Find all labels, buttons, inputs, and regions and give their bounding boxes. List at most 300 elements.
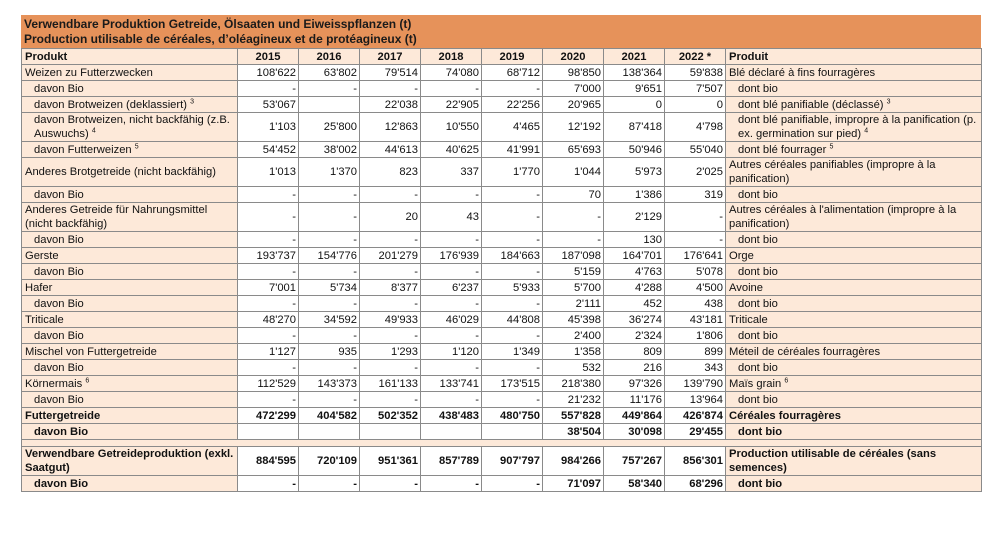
- value-cell: -: [238, 360, 299, 376]
- table-row: [22, 280, 982, 296]
- value-cell: -: [299, 360, 360, 376]
- row-label-fr-text: Blé déclaré à fins fourragères: [729, 66, 876, 79]
- value-cell: 139'790: [665, 376, 726, 392]
- row-label-de: [22, 232, 238, 248]
- header-year: 2016: [299, 49, 360, 65]
- value-cell: 557'828: [543, 408, 604, 424]
- value-cell: 480'750: [482, 408, 543, 424]
- value-cell: -: [421, 360, 482, 376]
- value-cell: 1'044: [543, 158, 604, 187]
- header-year: 2018: [421, 49, 482, 65]
- value-cell: 1'013: [238, 158, 299, 187]
- row-label-fr: [726, 280, 982, 296]
- row-label-de-text: davon Brotweizen, nicht backfähig (z.B. Auswuchs): [34, 114, 230, 140]
- value-cell: 43: [421, 203, 482, 232]
- table-row: [22, 203, 982, 232]
- table-title-bar: [21, 15, 981, 48]
- row-label-de: [22, 296, 238, 312]
- row-label-de: [22, 97, 238, 113]
- value-cell: 55'040: [665, 142, 726, 158]
- row-label-de: [22, 344, 238, 360]
- value-cell: 1'770: [482, 158, 543, 187]
- value-cell: 30'098: [604, 424, 665, 440]
- value-cell: -: [360, 328, 421, 344]
- value-cell: [299, 424, 360, 440]
- value-cell: 65'693: [543, 142, 604, 158]
- value-cell: 438: [665, 296, 726, 312]
- table-row: [22, 264, 982, 280]
- value-cell: 5'700: [543, 280, 604, 296]
- table-row: [22, 476, 982, 492]
- value-cell: 38'002: [299, 142, 360, 158]
- table-row: [22, 113, 982, 142]
- value-cell: 5'933: [482, 280, 543, 296]
- value-cell: 22'256: [482, 97, 543, 113]
- value-cell: 54'452: [238, 142, 299, 158]
- value-cell: 899: [665, 344, 726, 360]
- value-cell: -: [360, 296, 421, 312]
- table-body: [22, 65, 982, 440]
- row-label-de-text: Hafer: [25, 281, 53, 294]
- value-cell: 201'279: [360, 248, 421, 264]
- value-cell: -: [482, 328, 543, 344]
- row-label-de: [22, 158, 238, 187]
- row-label-de-text: davon Bio: [34, 361, 84, 374]
- value-cell: 856'301: [665, 447, 726, 476]
- value-cell: 1'370: [299, 158, 360, 187]
- value-cell: 404'582: [299, 408, 360, 424]
- value-cell: 68'712: [482, 65, 543, 81]
- row-label-de-text: Mischel von Futtergetreide: [25, 345, 157, 358]
- value-cell: 2'324: [604, 328, 665, 344]
- value-cell: -: [360, 360, 421, 376]
- value-cell: -: [299, 392, 360, 408]
- row-label-fr-text: dont bio: [738, 361, 778, 374]
- value-cell: 2'400: [543, 328, 604, 344]
- row-label-fr-text: Maïs grain: [729, 377, 782, 390]
- value-cell: -: [543, 232, 604, 248]
- row-label-de-text: davon Bio: [34, 329, 84, 342]
- value-cell: 48'270: [238, 312, 299, 328]
- value-cell: -: [482, 232, 543, 248]
- row-label-de-text: davon Bio: [34, 265, 84, 278]
- row-label-fr-text: dont bio: [738, 265, 778, 278]
- value-cell: 2'111: [543, 296, 604, 312]
- row-label-fr-text: dont bio: [738, 329, 778, 342]
- value-cell: 5'734: [299, 280, 360, 296]
- value-cell: -: [238, 296, 299, 312]
- header-year: 2019: [482, 49, 543, 65]
- value-cell: -: [421, 476, 482, 492]
- value-cell: 40'625: [421, 142, 482, 158]
- table-row: [22, 97, 982, 113]
- footnote-marker: 5: [829, 142, 834, 150]
- table-row: [22, 142, 982, 158]
- value-cell: -: [299, 328, 360, 344]
- row-label-fr: [726, 187, 982, 203]
- row-label-de: [22, 312, 238, 328]
- value-cell: -: [360, 81, 421, 97]
- value-cell: 12'192: [543, 113, 604, 142]
- value-cell: -: [482, 296, 543, 312]
- value-cell: 426'874: [665, 408, 726, 424]
- column-header-row: [22, 49, 982, 65]
- value-cell: -: [665, 232, 726, 248]
- value-cell: 5'078: [665, 264, 726, 280]
- table-row: [22, 328, 982, 344]
- value-cell: -: [482, 264, 543, 280]
- table-row: [22, 344, 982, 360]
- value-cell: 12'863: [360, 113, 421, 142]
- title-french: Production utilisable de céréales, d’oléagineux et de protéagineux (t): [24, 32, 417, 46]
- value-cell: 7'507: [665, 81, 726, 97]
- value-cell: 176'641: [665, 248, 726, 264]
- value-cell: -: [238, 392, 299, 408]
- value-cell: -: [665, 203, 726, 232]
- row-label-fr-text: dont bio: [738, 188, 778, 201]
- value-cell: 164'701: [604, 248, 665, 264]
- value-cell: 173'515: [482, 376, 543, 392]
- row-label-de: [22, 81, 238, 97]
- value-cell: 44'613: [360, 142, 421, 158]
- row-label-de: [22, 476, 238, 492]
- value-cell: -: [360, 392, 421, 408]
- value-cell: -: [299, 264, 360, 280]
- value-cell: [238, 424, 299, 440]
- value-cell: -: [299, 81, 360, 97]
- header-year: 2015: [238, 49, 299, 65]
- header-year: 2021: [604, 49, 665, 65]
- value-cell: 45'398: [543, 312, 604, 328]
- value-cell: 143'373: [299, 376, 360, 392]
- value-cell: -: [299, 203, 360, 232]
- value-cell: 46'029: [421, 312, 482, 328]
- footnote-marker: 6: [85, 376, 90, 384]
- row-label-de: [22, 187, 238, 203]
- value-cell: 112'529: [238, 376, 299, 392]
- value-cell: 8'377: [360, 280, 421, 296]
- value-cell: 22'038: [360, 97, 421, 113]
- value-cell: 1'293: [360, 344, 421, 360]
- row-label-de-text: Anderes Getreide für Nahrungsmittel (nicht backfähig): [25, 204, 208, 230]
- row-label-fr: [726, 296, 982, 312]
- value-cell: 29'455: [665, 424, 726, 440]
- value-cell: 58'340: [604, 476, 665, 492]
- value-cell: 161'133: [360, 376, 421, 392]
- value-cell: 176'939: [421, 248, 482, 264]
- table-row: [22, 248, 982, 264]
- table-row: [22, 376, 982, 392]
- value-cell: -: [360, 187, 421, 203]
- header-produkt: Produkt: [22, 49, 238, 65]
- row-label-de-text: Gerste: [25, 249, 59, 262]
- row-label-fr-text: dont blé panifiable (déclassé): [738, 98, 884, 111]
- row-label-de-text: Körnermais: [25, 377, 83, 390]
- row-label-de-text: davon Bio: [34, 188, 84, 201]
- value-cell: 34'592: [299, 312, 360, 328]
- row-label-fr-text: dont blé fourrager: [738, 143, 827, 156]
- value-cell: 50'946: [604, 142, 665, 158]
- spacer-row: [22, 440, 982, 447]
- value-cell: -: [360, 232, 421, 248]
- value-cell: 2'025: [665, 158, 726, 187]
- value-cell: 0: [604, 97, 665, 113]
- row-label-fr: [726, 447, 982, 476]
- header-produit: Produit: [726, 49, 982, 65]
- value-cell: 74'080: [421, 65, 482, 81]
- value-cell: 1'127: [238, 344, 299, 360]
- value-cell: 79'514: [360, 65, 421, 81]
- value-cell: -: [421, 264, 482, 280]
- row-label-fr-text: Autres céréales panifiables (impropre à la panification): [729, 159, 936, 185]
- row-label-fr: [726, 312, 982, 328]
- row-label-de: [22, 408, 238, 424]
- header-year: 2017: [360, 49, 421, 65]
- value-cell: -: [238, 203, 299, 232]
- row-label-fr-text: dont bio: [738, 297, 778, 310]
- value-cell: 7'000: [543, 81, 604, 97]
- row-label-de: [22, 360, 238, 376]
- row-label-de-text: Weizen zu Futterzwecken: [25, 66, 153, 79]
- value-cell: -: [299, 296, 360, 312]
- row-label-de: [22, 280, 238, 296]
- row-label-de: [22, 264, 238, 280]
- value-cell: 38'504: [543, 424, 604, 440]
- value-cell: 720'109: [299, 447, 360, 476]
- value-cell: 857'789: [421, 447, 482, 476]
- value-cell: 13'964: [665, 392, 726, 408]
- row-label-fr-text: Méteil de céréales fourragères: [729, 345, 881, 358]
- value-cell: -: [482, 360, 543, 376]
- value-cell: 438'483: [421, 408, 482, 424]
- row-label-de-text: Verwendbare Getreideproduktion (exkl. Saatgut): [25, 448, 234, 474]
- row-label-fr: [726, 476, 982, 492]
- value-cell: 70: [543, 187, 604, 203]
- value-cell: 41'991: [482, 142, 543, 158]
- row-label-fr: [726, 97, 982, 113]
- row-label-de-text: davon Bio: [34, 393, 84, 406]
- value-cell: 1'349: [482, 344, 543, 360]
- value-cell: 6'237: [421, 280, 482, 296]
- value-cell: 193'737: [238, 248, 299, 264]
- value-cell: -: [482, 187, 543, 203]
- footnote-marker: 3: [190, 97, 194, 105]
- value-cell: -: [543, 203, 604, 232]
- row-label-de: [22, 424, 238, 440]
- row-label-de: [22, 248, 238, 264]
- value-cell: 49'933: [360, 312, 421, 328]
- value-cell: 97'326: [604, 376, 665, 392]
- value-cell: -: [238, 232, 299, 248]
- value-cell: 87'418: [604, 113, 665, 142]
- row-label-fr: [726, 424, 982, 440]
- value-cell: -: [421, 296, 482, 312]
- row-label-fr-text: Orge: [729, 249, 754, 262]
- value-cell: 343: [665, 360, 726, 376]
- value-cell: 53'067: [238, 97, 299, 113]
- row-label-fr: [726, 328, 982, 344]
- value-cell: 472'299: [238, 408, 299, 424]
- value-cell: -: [421, 392, 482, 408]
- footnote-marker: 3: [886, 97, 891, 105]
- value-cell: 1'103: [238, 113, 299, 142]
- table-row: [22, 408, 982, 424]
- value-cell: 884'595: [238, 447, 299, 476]
- row-label-fr: [726, 203, 982, 232]
- value-cell: -: [299, 476, 360, 492]
- value-cell: -: [482, 392, 543, 408]
- row-label-fr: [726, 344, 982, 360]
- value-cell: -: [238, 187, 299, 203]
- row-label-fr: [726, 142, 982, 158]
- value-cell: 98'850: [543, 65, 604, 81]
- value-cell: 502'352: [360, 408, 421, 424]
- title-german: Verwendbare Produktion Getreide, Ölsaaten und Eiweisspflanzen (t): [24, 17, 412, 31]
- value-cell: -: [482, 476, 543, 492]
- production-table: [21, 48, 982, 492]
- value-cell: 7'001: [238, 280, 299, 296]
- footnote-marker: 4: [864, 127, 869, 135]
- row-label-fr-text: Production utilisable de céréales (sans semences): [729, 448, 937, 474]
- value-cell: 452: [604, 296, 665, 312]
- row-label-de-text: davon Bio: [34, 233, 84, 246]
- row-label-de: [22, 447, 238, 476]
- value-cell: 68'296: [665, 476, 726, 492]
- value-cell: -: [238, 81, 299, 97]
- value-cell: -: [421, 187, 482, 203]
- row-label-fr-text: dont bio: [738, 425, 783, 438]
- value-cell: 4'465: [482, 113, 543, 142]
- row-label-de-text: Anderes Brotgetreide (nicht backfähig): [25, 166, 216, 178]
- row-label-fr: [726, 408, 982, 424]
- value-cell: [421, 424, 482, 440]
- value-cell: 1'120: [421, 344, 482, 360]
- row-label-de-text: Triticale: [25, 313, 64, 326]
- row-label-de-text: davon Bio: [34, 425, 89, 438]
- row-label-fr: [726, 65, 982, 81]
- row-label-de-text: davon Bio: [34, 297, 84, 310]
- row-label-de-text: davon Bio: [34, 82, 84, 95]
- row-label-fr-text: dont bio: [738, 233, 778, 246]
- value-cell: 11'176: [604, 392, 665, 408]
- value-cell: 216: [604, 360, 665, 376]
- row-label-fr-text: dont blé panifiable, impropre à la panification (p. ex. germination sur pied): [738, 114, 977, 140]
- row-label-fr: [726, 360, 982, 376]
- row-label-de: [22, 113, 238, 142]
- value-cell: [299, 97, 360, 113]
- value-cell: 43'181: [665, 312, 726, 328]
- value-cell: -: [299, 187, 360, 203]
- value-cell: 25'800: [299, 113, 360, 142]
- row-label-de-text: davon Brotweizen (deklassiert): [34, 98, 187, 111]
- value-cell: -: [421, 81, 482, 97]
- table-row: [22, 312, 982, 328]
- value-cell: -: [299, 232, 360, 248]
- value-cell: 22'905: [421, 97, 482, 113]
- row-label-fr-text: Avoine: [729, 281, 764, 294]
- value-cell: 951'361: [360, 447, 421, 476]
- row-label-fr: [726, 264, 982, 280]
- value-cell: 1'386: [604, 187, 665, 203]
- value-cell: 20: [360, 203, 421, 232]
- header-year: 2020: [543, 49, 604, 65]
- value-cell: 36'274: [604, 312, 665, 328]
- value-cell: 133'741: [421, 376, 482, 392]
- value-cell: -: [421, 232, 482, 248]
- value-cell: 984'266: [543, 447, 604, 476]
- value-cell: 532: [543, 360, 604, 376]
- value-cell: -: [360, 476, 421, 492]
- table-row: [22, 424, 982, 440]
- table-row: [22, 392, 982, 408]
- value-cell: 4'798: [665, 113, 726, 142]
- value-cell: -: [421, 328, 482, 344]
- table-row: [22, 360, 982, 376]
- value-cell: -: [238, 264, 299, 280]
- row-label-fr-text: dont bio: [738, 82, 778, 95]
- row-label-fr: [726, 248, 982, 264]
- value-cell: 823: [360, 158, 421, 187]
- table-row: [22, 447, 982, 476]
- value-cell: 449'864: [604, 408, 665, 424]
- table-row: [22, 65, 982, 81]
- row-label-fr-text: dont bio: [738, 477, 783, 490]
- table-row: [22, 158, 982, 187]
- value-cell: 21'232: [543, 392, 604, 408]
- value-cell: 907'797: [482, 447, 543, 476]
- value-cell: 130: [604, 232, 665, 248]
- table-row: [22, 232, 982, 248]
- row-label-de-text: davon Futterweizen: [34, 143, 132, 156]
- value-cell: 4'288: [604, 280, 665, 296]
- value-cell: 4'500: [665, 280, 726, 296]
- footnote-marker: 4: [91, 127, 96, 135]
- table-row: [22, 296, 982, 312]
- value-cell: 108'622: [238, 65, 299, 81]
- row-label-fr: [726, 376, 982, 392]
- value-cell: 5'159: [543, 264, 604, 280]
- row-label-fr: [726, 232, 982, 248]
- row-label-de: [22, 203, 238, 232]
- value-cell: 5'973: [604, 158, 665, 187]
- row-label-fr: [726, 113, 982, 142]
- row-label-de: [22, 142, 238, 158]
- value-cell: 44'808: [482, 312, 543, 328]
- value-cell: 4'763: [604, 264, 665, 280]
- row-label-fr: [726, 392, 982, 408]
- value-cell: 10'550: [421, 113, 482, 142]
- value-cell: 184'663: [482, 248, 543, 264]
- value-cell: 935: [299, 344, 360, 360]
- value-cell: 0: [665, 97, 726, 113]
- row-label-fr-text: Autres céréales à l'alimentation (impropre à la panification): [729, 204, 957, 230]
- table-spacer: [22, 440, 982, 447]
- value-cell: 71'097: [543, 476, 604, 492]
- value-cell: 59'838: [665, 65, 726, 81]
- value-cell: [482, 424, 543, 440]
- statistics-table-container: [21, 15, 981, 492]
- row-label-fr-text: dont bio: [738, 393, 778, 406]
- footnote-marker: 6: [784, 376, 789, 384]
- table-total-body: [22, 447, 982, 492]
- value-cell: 337: [421, 158, 482, 187]
- value-cell: 2'129: [604, 203, 665, 232]
- value-cell: -: [482, 81, 543, 97]
- value-cell: 218'380: [543, 376, 604, 392]
- row-label-de-text: Futtergetreide: [25, 409, 101, 422]
- table-row: [22, 81, 982, 97]
- value-cell: 1'358: [543, 344, 604, 360]
